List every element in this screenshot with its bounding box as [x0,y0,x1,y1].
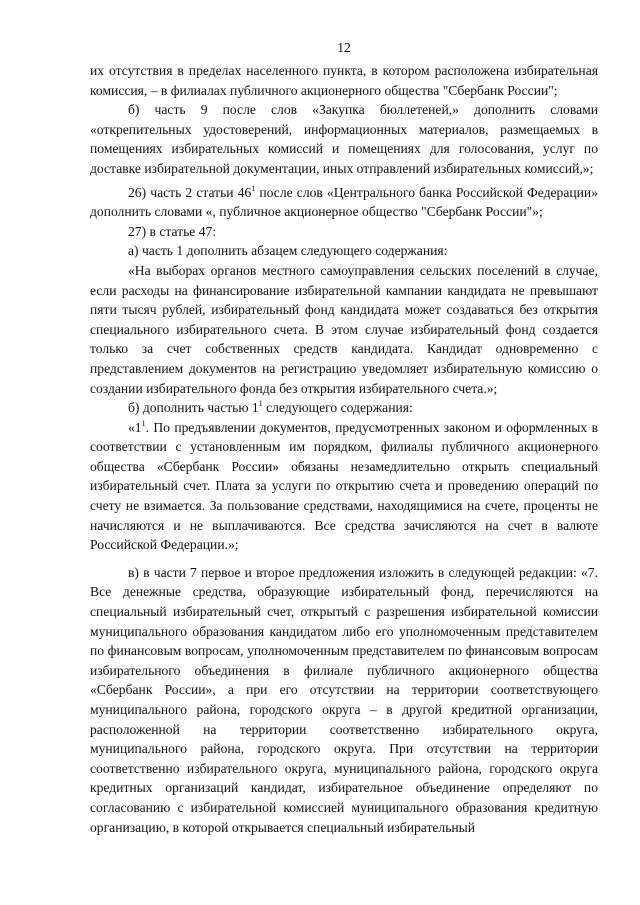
paragraph-text: их отсутствия в пределах населенного пункта, в котором расположена избирательная комиссия, – в филиалах публичного акционерного общества "Сбербанк России"; [90,63,598,98]
paragraph-text: «На выборах органов местного самоуправления сельских поселений в случае, если расходы на финансирование избирательной кампании кандидата не превышают пяти тысяч рублей, избирательный фонд кандидата может создаваться без открытия специального избирательного счета. В этом случае избирательный фонд создается только за счет собственных средств кандидата. Кандидат одновременно с представлением документов на регистрацию уведомляет избирательную комиссию о создании избирательного фонда без открытия избирательного счета.»; [90,262,598,396]
paragraph-text: б) дополнить частью 1 [128,400,259,416]
paragraph-quote-a [90,261,598,398]
page-number: 12 [337,40,351,55]
paragraph-text: б) часть 9 после слов «Закупка бюллетеней,» дополнить словами «открепительных удостоверений, информационных материалов, размещаемых в помещениях избирательных комиссий и помещениях для голосования, услуг по доставке избирательной документации, иных отправлений избирательных комиссий,»; [90,102,598,176]
paragraph-subitem-b [90,398,598,418]
paragraph-subitem-a [90,241,598,261]
paragraph-text-after: . По предъявлении документов, предусмотренных законом и оформленных в соответствии с установленным им порядком, филиалы публичного акционерного общества «Сбербанк России» обязаны незамедлительно открыть специальный избирательный счет. Плата за услуги по открытию счета и проведению операций по счету не взимается. За пользование средствами, находящимися на счете, проценты не начисляются и не выплачиваются. Все средства зачисляются на счет в валюте Российской Федерации.»; [90,419,598,553]
paragraph-text-after: следующего содержания: [262,400,413,416]
paragraph-text: 27) в статье 47: [128,223,217,239]
paragraph-text: 26) часть 2 статьи 46 [128,184,252,200]
document-page [90,0,598,837]
paragraph-text: «1 [128,419,142,435]
paragraph-text-after: после слов «Центрального банка Российской Федерации» дополнить словами «, публичное акционерное общество "Сбербанк России"»; [90,184,598,220]
paragraph-item-27 [90,222,598,242]
paragraph-text: в) в части 7 первое и второе предложения изложить в следующей редакции: «7. Все денежные средства, образующие избирательный фонд, перечисляются на специальный избирательный счет, открытый с разрешения избирательной комиссии муниципального образования кандидатом либо его уполномоченным представителем по финансовым вопросам, уполномоченным представителем по финансовым вопросам избирательного объединения в филиале публичного акционерного общества «Сбербанк России», а при его отсутствии на территории соответствующего муниципального района, городского округа – в другой кредитной организации, расположенной на территории соответственно избирательного округа, муниципального района, городского округа. При отсутствии на территории соответственно избирательного округа, муниципального района, городского округа кредитных организаций кандидат, избирательное объединение определяют по согласованию с избирательной комиссией муниципального образования кредитную организацию, в которой открывается специальный избирательный [90,564,598,835]
paragraph-subitem-v [90,563,598,837]
superscript: 1 [251,183,256,193]
paragraph-quote-b [90,418,598,555]
paragraph-continuation [90,61,598,100]
superscript: 1 [141,418,146,428]
paragraph-text: а) часть 1 дополнить абзацем следующего содержания: [128,243,448,259]
paragraph-item-26 [90,183,598,222]
paragraph-part-9 [90,100,598,178]
superscript: 1 [258,399,263,409]
